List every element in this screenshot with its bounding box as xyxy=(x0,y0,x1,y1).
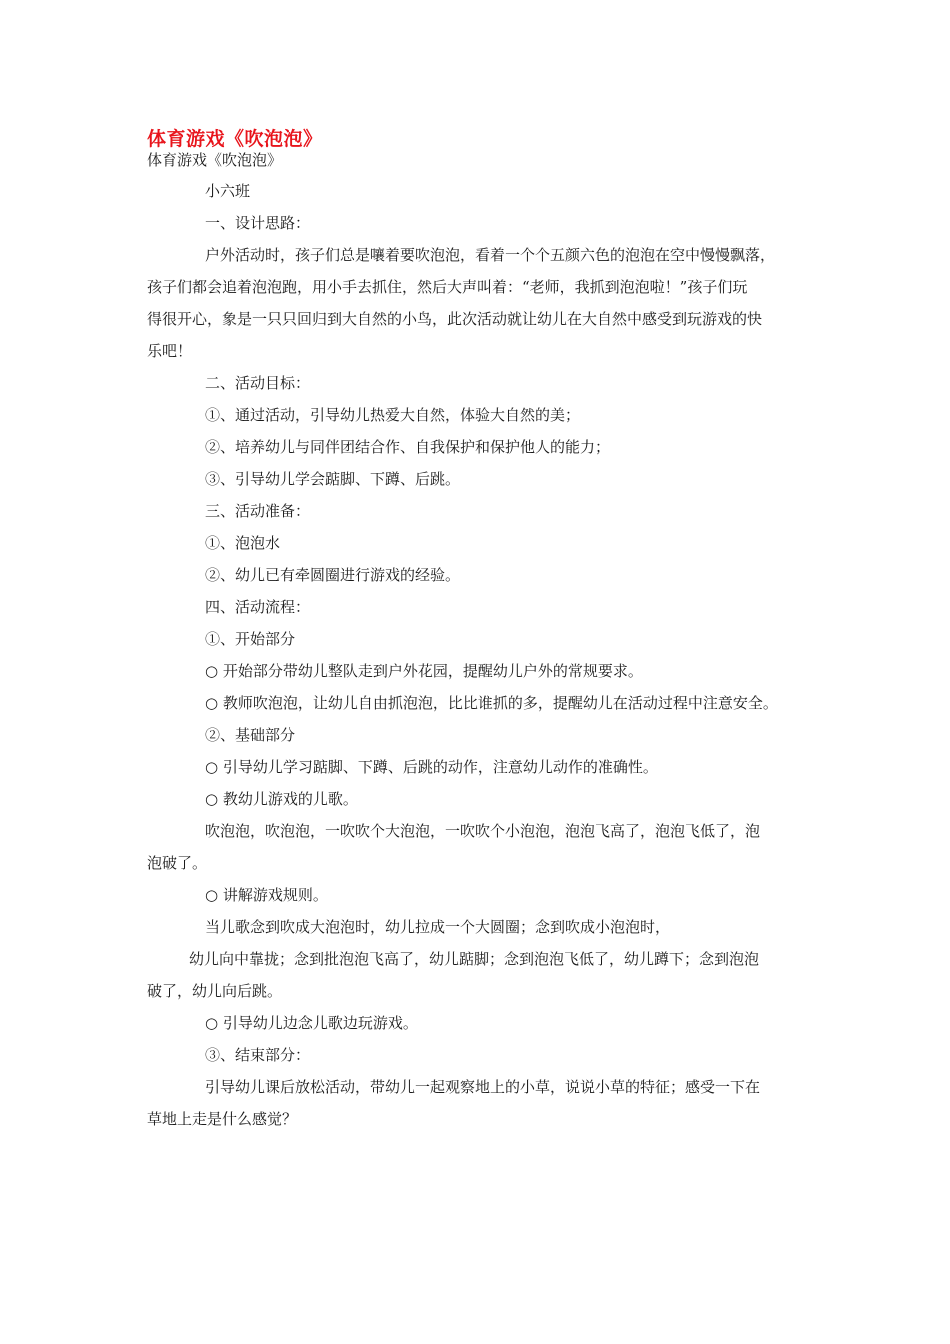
rules-line: 当儿歌念到吹成大泡泡时，幼儿拉成一个大圆圈；念到吹成小泡泡时， xyxy=(205,918,671,936)
document-body xyxy=(147,145,802,1135)
process-part-heading: ③、结束部分： xyxy=(205,1046,311,1064)
section-heading-design: 一、设计思路： xyxy=(205,214,311,232)
process-part-heading: ②、基础部分 xyxy=(205,726,296,744)
rhyme-line: 吹泡泡，吹泡泡，一吹吹个大泡泡，一吹吹个小泡泡，泡泡飞高了，泡泡飞低了，泡 xyxy=(205,822,761,840)
process-bullet: ○ 开始部分带幼儿整队走到户外花园，提醒幼儿户外的常规要求。 xyxy=(205,662,643,680)
goal-item: ③、引导幼儿学会踮脚、下蹲、后跳。 xyxy=(205,470,461,488)
process-bullet: ○ 教幼儿游戏的儿歌。 xyxy=(205,790,358,808)
process-bullet: ○ 讲解游戏规则。 xyxy=(205,886,328,904)
rules-line: 幼儿向中靠拢；念到批泡泡飞高了，幼儿踮脚；念到泡泡飞低了，幼儿蹲下；念到泡泡 xyxy=(189,950,760,968)
paragraph-line: 孩子们都会追着泡泡跑，用小手去抓住，然后大声叫着：“老师，我抓到泡泡啦！”孩子们玩 xyxy=(147,278,748,296)
class-name: 小六班 xyxy=(205,182,251,200)
paragraph-line: 得很开心，象是一只只回归到大自然的小鸟，此次活动就让幼儿在大自然中感受到玩游戏的快 xyxy=(147,310,763,328)
paragraph-line: 户外活动时，孩子们总是嚷着要吹泡泡，看着一个个五颜六色的泡泡在空中慢慢飘落， xyxy=(205,246,776,264)
paragraph-line: 乐吧！ xyxy=(147,342,193,360)
process-bullet: ○ 引导幼儿边念儿歌边玩游戏。 xyxy=(205,1014,418,1032)
document-title: 体育游戏《吹泡泡》 xyxy=(147,128,323,150)
closing-line: 引导幼儿课后放松活动，带幼儿一起观察地上的小草，说说小草的特征；感受一下在 xyxy=(205,1078,761,1096)
process-part-heading: ①、开始部分 xyxy=(205,630,296,648)
process-bullet: ○ 引导幼儿学习踮脚、下蹲、后跳的动作，注意幼儿动作的准确性。 xyxy=(205,758,658,776)
goal-item: ①、通过活动，引导幼儿热爱大自然，体验大自然的美； xyxy=(205,406,581,424)
prep-item: ①、泡泡水 xyxy=(205,534,281,552)
rules-line: 破了，幼儿向后跳。 xyxy=(147,982,283,1000)
section-heading-prep: 三、活动准备： xyxy=(205,502,311,520)
section-heading-process: 四、活动流程： xyxy=(205,598,311,616)
subtitle: 体育游戏《吹泡泡》 xyxy=(147,151,283,169)
rhyme-line: 泡破了。 xyxy=(147,854,208,872)
process-bullet: ○ 教师吹泡泡，让幼儿自由抓泡泡，比比谁抓的多，提醒幼儿在活动过程中注意安全。 xyxy=(205,694,778,712)
section-heading-goals: 二、活动目标： xyxy=(205,374,311,392)
closing-line: 草地上走是什么感觉？ xyxy=(147,1110,298,1128)
goal-item: ②、培养幼儿与同伴团结合作、自我保护和保护他人的能力； xyxy=(205,438,611,456)
prep-item: ②、幼儿已有牵圆圈进行游戏的经验。 xyxy=(205,566,461,584)
